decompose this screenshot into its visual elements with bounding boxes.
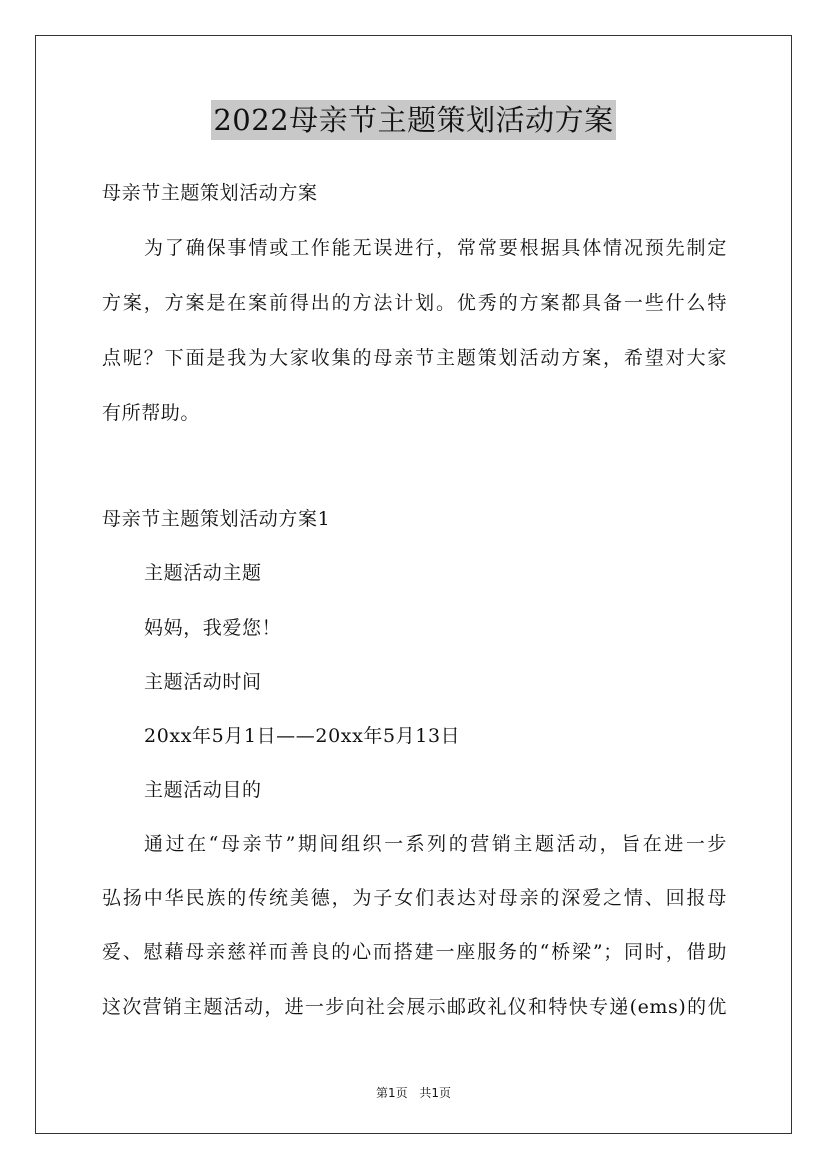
title-container (0, 100, 827, 140)
intro-line-2: 方案，方案是在案前得出的方法计划。优秀的方案都具备一些什么特 (102, 292, 727, 314)
intro-line-4: 有所帮助。 (102, 402, 201, 424)
document-title: 2022母亲节主题策划活动方案 (211, 100, 615, 140)
item-time-value: 20xx年5月1日——20xx年5月13日 (144, 725, 461, 747)
body-line-2: 弘扬中华民族的传统美德，为子女们表达对母亲的深爱之情、回报母 (102, 887, 727, 909)
body-line-3: 爱、慰藉母亲慈祥而善良的心而搭建一座服务的“桥梁”；同时，借助 (102, 941, 727, 963)
item-time-label: 主题活动时间 (144, 671, 262, 693)
page-footer (0, 1085, 827, 1101)
item-purpose-label: 主题活动目的 (144, 779, 262, 801)
body-line-4: 这次营销主题活动，进一步向社会展示邮政礼仪和特快专递(ems)的优 (102, 996, 727, 1018)
page-number: 第1页 (375, 1086, 408, 1100)
subtitle: 母亲节主题策划活动方案 (102, 182, 318, 204)
item-theme-label: 主题活动主题 (144, 562, 262, 584)
section-heading: 母亲节主题策划活动方案1 (102, 508, 331, 530)
item-theme-value: 妈妈，我爱您！ (144, 617, 282, 639)
intro-line-3: 点呢？下面是我为大家收集的母亲节主题策划活动方案，希望对大家 (102, 347, 727, 369)
page-total: 共1页 (419, 1086, 452, 1100)
body-line-1: 通过在“母亲节”期间组织一系列的营销主题活动，旨在进一步 (144, 833, 727, 855)
intro-line-1: 为了确保事情或工作能无误进行，常常要根据具体情况预先制定 (144, 237, 727, 259)
